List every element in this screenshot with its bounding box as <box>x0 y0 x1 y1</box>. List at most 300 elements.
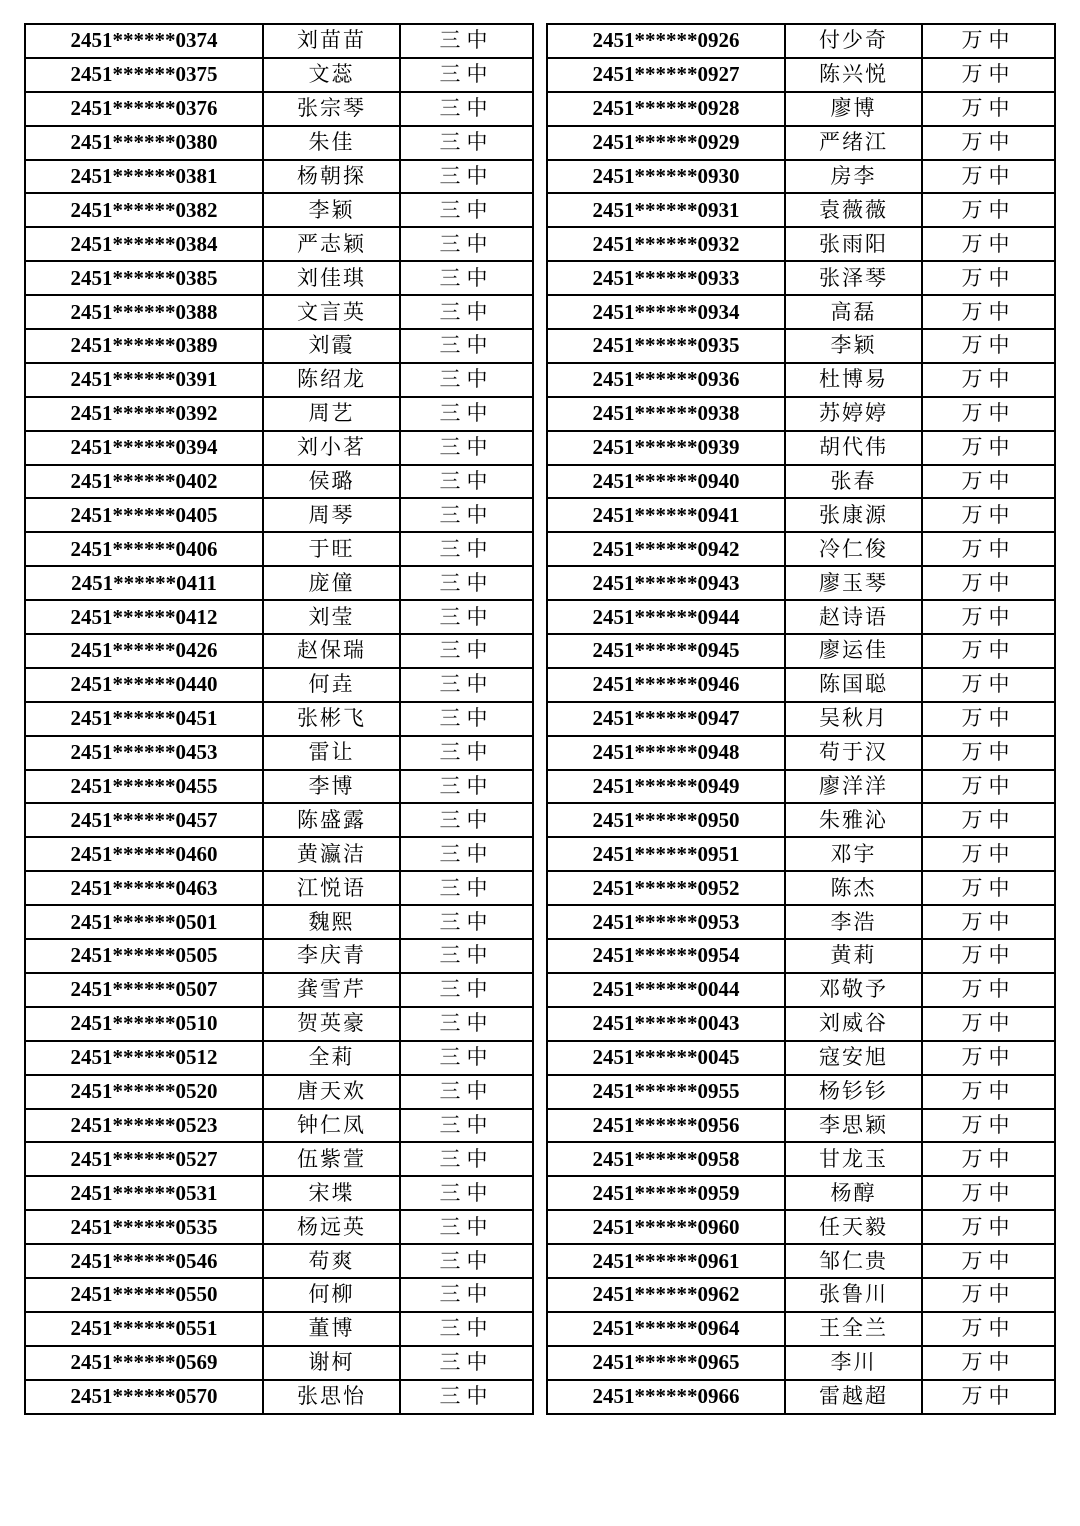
table-row <box>547 498 1055 532</box>
student-name-cell: 苟爽 <box>263 1244 400 1278</box>
exam-id-cell: 2451******0460 <box>25 837 263 871</box>
exam-id-cell: 2451******0405 <box>25 498 263 532</box>
table-row <box>25 193 533 227</box>
exam-id-cell: 2451******0546 <box>25 1244 263 1278</box>
student-name-cell: 文蕊 <box>263 58 400 92</box>
school-cell: 三中 <box>400 1380 533 1414</box>
exam-id-cell: 2451******0960 <box>547 1210 785 1244</box>
exam-id-cell: 2451******0942 <box>547 532 785 566</box>
table-row <box>547 1244 1055 1278</box>
table-row <box>25 227 533 261</box>
school-cell: 三中 <box>400 634 533 668</box>
student-name-cell: 李颖 <box>263 193 400 227</box>
table-row <box>25 837 533 871</box>
school-cell: 三中 <box>400 92 533 126</box>
table-row <box>547 566 1055 600</box>
exam-id-cell: 2451******0943 <box>547 566 785 600</box>
school-cell: 万中 <box>922 1244 1055 1278</box>
student-name-cell: 苟于汉 <box>785 736 922 770</box>
table-row <box>547 1109 1055 1143</box>
school-cell: 三中 <box>400 973 533 1007</box>
exam-id-cell: 2451******0457 <box>25 803 263 837</box>
table-row <box>547 465 1055 499</box>
exam-id-cell: 2451******0380 <box>25 126 263 160</box>
student-name-cell: 李川 <box>785 1346 922 1380</box>
table-row <box>547 1075 1055 1109</box>
student-name-cell: 高磊 <box>785 295 922 329</box>
school-cell: 三中 <box>400 498 533 532</box>
student-name-cell: 张思怡 <box>263 1380 400 1414</box>
school-cell: 三中 <box>400 736 533 770</box>
school-cell: 万中 <box>922 261 1055 295</box>
exam-id-cell: 2451******0951 <box>547 837 785 871</box>
student-name-cell: 刘莹 <box>263 600 400 634</box>
exam-id-cell: 2451******0376 <box>25 92 263 126</box>
table-row <box>25 1109 533 1143</box>
student-name-cell: 赵诗语 <box>785 600 922 634</box>
school-cell: 万中 <box>922 363 1055 397</box>
school-cell: 三中 <box>400 668 533 702</box>
exam-id-cell: 2451******0939 <box>547 431 785 465</box>
student-table-right <box>546 23 1056 1415</box>
school-cell: 三中 <box>400 532 533 566</box>
table-row <box>25 295 533 329</box>
school-cell: 万中 <box>922 566 1055 600</box>
exam-id-cell: 2451******0926 <box>547 24 785 58</box>
student-name-cell: 刘佳琪 <box>263 261 400 295</box>
table-row <box>25 1176 533 1210</box>
school-cell: 三中 <box>400 770 533 804</box>
school-cell: 三中 <box>400 363 533 397</box>
exam-id-cell: 2451******0941 <box>547 498 785 532</box>
student-name-cell: 王全兰 <box>785 1312 922 1346</box>
school-cell: 三中 <box>400 329 533 363</box>
exam-id-cell: 2451******0527 <box>25 1142 263 1176</box>
exam-id-cell: 2451******0426 <box>25 634 263 668</box>
student-name-cell: 刘小茗 <box>263 431 400 465</box>
exam-id-cell: 2451******0946 <box>547 668 785 702</box>
exam-id-cell: 2451******0394 <box>25 431 263 465</box>
school-cell: 三中 <box>400 1007 533 1041</box>
student-table-left <box>24 23 534 1415</box>
table-row <box>25 126 533 160</box>
table-row <box>547 1278 1055 1312</box>
exam-id-cell: 2451******0959 <box>547 1176 785 1210</box>
table-row <box>547 1176 1055 1210</box>
student-name-cell: 寇安旭 <box>785 1041 922 1075</box>
table-row <box>25 363 533 397</box>
exam-id-cell: 2451******0453 <box>25 736 263 770</box>
table-row <box>547 58 1055 92</box>
school-cell: 三中 <box>400 905 533 939</box>
table-row <box>547 329 1055 363</box>
school-cell: 三中 <box>400 227 533 261</box>
exam-id-cell: 2451******0535 <box>25 1210 263 1244</box>
exam-id-cell: 2451******0954 <box>547 939 785 973</box>
school-cell: 三中 <box>400 58 533 92</box>
table-row <box>547 668 1055 702</box>
exam-id-cell: 2451******0411 <box>25 566 263 600</box>
student-name-cell: 任天毅 <box>785 1210 922 1244</box>
school-cell: 万中 <box>922 905 1055 939</box>
school-cell: 三中 <box>400 837 533 871</box>
exam-id-cell: 2451******0931 <box>547 193 785 227</box>
student-name-cell: 何柳 <box>263 1278 400 1312</box>
student-name-cell: 刘威谷 <box>785 1007 922 1041</box>
exam-id-cell: 2451******0501 <box>25 905 263 939</box>
student-name-cell: 廖运佳 <box>785 634 922 668</box>
table-row <box>25 1041 533 1075</box>
student-name-cell: 杨钐钐 <box>785 1075 922 1109</box>
school-cell: 万中 <box>922 600 1055 634</box>
student-name-cell: 廖洋洋 <box>785 770 922 804</box>
exam-id-cell: 2451******0962 <box>547 1278 785 1312</box>
exam-id-cell: 2451******0958 <box>547 1142 785 1176</box>
exam-id-cell: 2451******0406 <box>25 532 263 566</box>
student-name-cell: 杨醇 <box>785 1176 922 1210</box>
table-row <box>547 702 1055 736</box>
exam-id-cell: 2451******0412 <box>25 600 263 634</box>
table-row <box>547 193 1055 227</box>
school-cell: 万中 <box>922 532 1055 566</box>
school-cell: 万中 <box>922 871 1055 905</box>
exam-id-cell: 2451******0569 <box>25 1346 263 1380</box>
table-row <box>547 905 1055 939</box>
student-name-cell: 李浩 <box>785 905 922 939</box>
school-cell: 三中 <box>400 939 533 973</box>
school-cell: 三中 <box>400 160 533 194</box>
student-name-cell: 甘龙玉 <box>785 1142 922 1176</box>
student-name-cell: 陈兴悦 <box>785 58 922 92</box>
student-name-cell: 黄莉 <box>785 939 922 973</box>
student-name-cell: 陈绍龙 <box>263 363 400 397</box>
table-row <box>547 803 1055 837</box>
school-cell: 万中 <box>922 736 1055 770</box>
school-cell: 三中 <box>400 126 533 160</box>
exam-id-cell: 2451******0375 <box>25 58 263 92</box>
school-cell: 万中 <box>922 1312 1055 1346</box>
exam-id-cell: 2451******0520 <box>25 1075 263 1109</box>
student-name-cell: 张鲁川 <box>785 1278 922 1312</box>
student-name-cell: 刘霞 <box>263 329 400 363</box>
student-name-cell: 唐天欢 <box>263 1075 400 1109</box>
school-cell: 万中 <box>922 1075 1055 1109</box>
table-row <box>547 736 1055 770</box>
exam-id-cell: 2451******0045 <box>547 1041 785 1075</box>
school-cell: 万中 <box>922 58 1055 92</box>
exam-id-cell: 2451******0934 <box>547 295 785 329</box>
table-row <box>547 837 1055 871</box>
exam-id-cell: 2451******0374 <box>25 24 263 58</box>
student-name-cell: 邓宇 <box>785 837 922 871</box>
table-row <box>547 1142 1055 1176</box>
student-name-cell: 宋堞 <box>263 1176 400 1210</box>
school-cell: 万中 <box>922 702 1055 736</box>
student-name-cell: 于旺 <box>263 532 400 566</box>
student-name-cell: 庞僮 <box>263 566 400 600</box>
school-cell: 万中 <box>922 939 1055 973</box>
student-name-cell: 邓敬予 <box>785 973 922 1007</box>
table-row <box>25 1007 533 1041</box>
school-cell: 三中 <box>400 465 533 499</box>
table-row <box>547 1346 1055 1380</box>
school-cell: 万中 <box>922 397 1055 431</box>
table-row <box>547 295 1055 329</box>
student-name-cell: 周琴 <box>263 498 400 532</box>
exam-id-cell: 2451******0044 <box>547 973 785 1007</box>
student-name-cell: 朱雅沁 <box>785 803 922 837</box>
table-row <box>547 532 1055 566</box>
student-table-right-body <box>547 24 1055 1414</box>
school-cell: 三中 <box>400 193 533 227</box>
student-name-cell: 李庆青 <box>263 939 400 973</box>
student-name-cell: 廖玉琴 <box>785 566 922 600</box>
exam-id-cell: 2451******0929 <box>547 126 785 160</box>
student-name-cell: 张春 <box>785 465 922 499</box>
student-name-cell: 张康源 <box>785 498 922 532</box>
exam-id-cell: 2451******0932 <box>547 227 785 261</box>
exam-id-cell: 2451******0936 <box>547 363 785 397</box>
school-cell: 万中 <box>922 1346 1055 1380</box>
school-cell: 三中 <box>400 431 533 465</box>
table-row <box>547 600 1055 634</box>
student-name-cell: 张宗琴 <box>263 92 400 126</box>
school-cell: 万中 <box>922 634 1055 668</box>
exam-id-cell: 2451******0948 <box>547 736 785 770</box>
exam-id-cell: 2451******0381 <box>25 160 263 194</box>
table-row <box>25 600 533 634</box>
school-cell: 万中 <box>922 431 1055 465</box>
school-cell: 三中 <box>400 1075 533 1109</box>
school-cell: 万中 <box>922 465 1055 499</box>
exam-id-cell: 2451******0531 <box>25 1176 263 1210</box>
school-cell: 三中 <box>400 1278 533 1312</box>
table-row <box>547 227 1055 261</box>
exam-id-cell: 2451******0463 <box>25 871 263 905</box>
school-cell: 三中 <box>400 1346 533 1380</box>
student-name-cell: 钟仁凤 <box>263 1109 400 1143</box>
student-name-cell: 李博 <box>263 770 400 804</box>
exam-id-cell: 2451******0938 <box>547 397 785 431</box>
exam-id-cell: 2451******0391 <box>25 363 263 397</box>
student-name-cell: 杨朝探 <box>263 160 400 194</box>
exam-id-cell: 2451******0507 <box>25 973 263 1007</box>
exam-id-cell: 2451******0944 <box>547 600 785 634</box>
table-row <box>25 1380 533 1414</box>
school-cell: 三中 <box>400 261 533 295</box>
school-cell: 三中 <box>400 1142 533 1176</box>
student-name-cell: 李思颖 <box>785 1109 922 1143</box>
table-row <box>25 24 533 58</box>
exam-id-cell: 2451******0961 <box>547 1244 785 1278</box>
table-row <box>547 770 1055 804</box>
student-name-cell: 胡代伟 <box>785 431 922 465</box>
school-cell: 三中 <box>400 1244 533 1278</box>
table-row <box>25 1278 533 1312</box>
table-row <box>25 58 533 92</box>
exam-id-cell: 2451******0964 <box>547 1312 785 1346</box>
school-cell: 三中 <box>400 24 533 58</box>
school-cell: 万中 <box>922 770 1055 804</box>
table-row <box>25 92 533 126</box>
school-cell: 三中 <box>400 871 533 905</box>
table-row <box>547 397 1055 431</box>
table-row <box>25 498 533 532</box>
table-row <box>25 634 533 668</box>
exam-id-cell: 2451******0570 <box>25 1380 263 1414</box>
student-name-cell: 廖博 <box>785 92 922 126</box>
exam-id-cell: 2451******0451 <box>25 702 263 736</box>
school-cell: 万中 <box>922 837 1055 871</box>
student-name-cell: 赵保瑞 <box>263 634 400 668</box>
school-cell: 万中 <box>922 126 1055 160</box>
student-name-cell: 张泽琴 <box>785 261 922 295</box>
exam-id-cell: 2451******0935 <box>547 329 785 363</box>
exam-id-cell: 2451******0512 <box>25 1041 263 1075</box>
student-name-cell: 魏熙 <box>263 905 400 939</box>
school-cell: 万中 <box>922 1109 1055 1143</box>
student-name-cell: 苏婷婷 <box>785 397 922 431</box>
school-cell: 万中 <box>922 1142 1055 1176</box>
school-cell: 万中 <box>922 1380 1055 1414</box>
school-cell: 万中 <box>922 24 1055 58</box>
table-row <box>25 261 533 295</box>
exam-id-cell: 2451******0950 <box>547 803 785 837</box>
exam-id-cell: 2451******0928 <box>547 92 785 126</box>
school-cell: 万中 <box>922 498 1055 532</box>
exam-id-cell: 2451******0510 <box>25 1007 263 1041</box>
student-name-cell: 张彬飞 <box>263 702 400 736</box>
school-cell: 万中 <box>922 1210 1055 1244</box>
school-cell: 万中 <box>922 92 1055 126</box>
table-row <box>25 465 533 499</box>
school-cell: 三中 <box>400 600 533 634</box>
table-row <box>25 871 533 905</box>
student-name-cell: 谢柯 <box>263 1346 400 1380</box>
school-cell: 三中 <box>400 397 533 431</box>
student-name-cell: 张雨阳 <box>785 227 922 261</box>
exam-id-cell: 2451******0440 <box>25 668 263 702</box>
table-row <box>25 431 533 465</box>
table-row <box>25 1075 533 1109</box>
school-cell: 万中 <box>922 295 1055 329</box>
table-row <box>25 803 533 837</box>
student-name-cell: 冷仁俊 <box>785 532 922 566</box>
school-cell: 万中 <box>922 803 1055 837</box>
table-row <box>25 1244 533 1278</box>
exam-id-cell: 2451******0388 <box>25 295 263 329</box>
school-cell: 三中 <box>400 295 533 329</box>
exam-id-cell: 2451******0952 <box>547 871 785 905</box>
student-name-cell: 杜博易 <box>785 363 922 397</box>
exam-id-cell: 2451******0965 <box>547 1346 785 1380</box>
school-cell: 万中 <box>922 160 1055 194</box>
school-cell: 万中 <box>922 193 1055 227</box>
student-name-cell: 陈盛露 <box>263 803 400 837</box>
table-row <box>547 939 1055 973</box>
exam-id-cell: 2451******0384 <box>25 227 263 261</box>
student-name-cell: 黄瀛洁 <box>263 837 400 871</box>
exam-id-cell: 2451******0523 <box>25 1109 263 1143</box>
student-name-cell: 付少奇 <box>785 24 922 58</box>
student-name-cell: 邹仁贵 <box>785 1244 922 1278</box>
exam-id-cell: 2451******0966 <box>547 1380 785 1414</box>
student-name-cell: 江悦语 <box>263 871 400 905</box>
school-cell: 三中 <box>400 1041 533 1075</box>
table-row <box>547 1312 1055 1346</box>
student-name-cell: 雷越超 <box>785 1380 922 1414</box>
exam-id-cell: 2451******0927 <box>547 58 785 92</box>
school-cell: 三中 <box>400 803 533 837</box>
table-row <box>547 261 1055 295</box>
exam-id-cell: 2451******0945 <box>547 634 785 668</box>
student-name-cell: 陈国聪 <box>785 668 922 702</box>
student-name-cell: 雷让 <box>263 736 400 770</box>
table-row <box>547 24 1055 58</box>
table-row <box>25 668 533 702</box>
table-row <box>547 871 1055 905</box>
table-row <box>25 1346 533 1380</box>
table-row <box>547 92 1055 126</box>
exam-id-cell: 2451******0947 <box>547 702 785 736</box>
table-row <box>547 431 1055 465</box>
table-row <box>547 1041 1055 1075</box>
table-row <box>25 905 533 939</box>
student-name-cell: 袁薇薇 <box>785 193 922 227</box>
school-cell: 万中 <box>922 227 1055 261</box>
exam-id-cell: 2451******0940 <box>547 465 785 499</box>
table-row <box>547 363 1055 397</box>
table-row <box>547 973 1055 1007</box>
exam-id-cell: 2451******0043 <box>547 1007 785 1041</box>
student-name-cell: 贺英豪 <box>263 1007 400 1041</box>
student-name-cell: 董博 <box>263 1312 400 1346</box>
student-name-cell: 侯璐 <box>263 465 400 499</box>
table-row <box>547 126 1055 160</box>
exam-id-cell: 2451******0382 <box>25 193 263 227</box>
table-row <box>25 1312 533 1346</box>
table-row <box>25 939 533 973</box>
exam-id-cell: 2451******0930 <box>547 160 785 194</box>
school-cell: 万中 <box>922 1278 1055 1312</box>
school-cell: 万中 <box>922 1041 1055 1075</box>
student-name-cell: 周艺 <box>263 397 400 431</box>
school-cell: 三中 <box>400 1312 533 1346</box>
student-name-cell: 严志颖 <box>263 227 400 261</box>
school-cell: 万中 <box>922 1176 1055 1210</box>
table-row <box>25 329 533 363</box>
table-row <box>547 634 1055 668</box>
exam-id-cell: 2451******0505 <box>25 939 263 973</box>
table-row <box>547 1007 1055 1041</box>
student-name-cell: 严绪江 <box>785 126 922 160</box>
exam-id-cell: 2451******0389 <box>25 329 263 363</box>
school-cell: 万中 <box>922 973 1055 1007</box>
table-row <box>25 397 533 431</box>
exam-id-cell: 2451******0956 <box>547 1109 785 1143</box>
school-cell: 三中 <box>400 566 533 600</box>
student-name-cell: 刘苗苗 <box>263 24 400 58</box>
exam-id-cell: 2451******0455 <box>25 770 263 804</box>
table-row <box>25 1142 533 1176</box>
exam-id-cell: 2451******0385 <box>25 261 263 295</box>
school-cell: 万中 <box>922 329 1055 363</box>
exam-id-cell: 2451******0392 <box>25 397 263 431</box>
school-cell: 三中 <box>400 1210 533 1244</box>
student-name-cell: 何垚 <box>263 668 400 702</box>
table-row <box>547 1210 1055 1244</box>
student-name-cell: 全莉 <box>263 1041 400 1075</box>
